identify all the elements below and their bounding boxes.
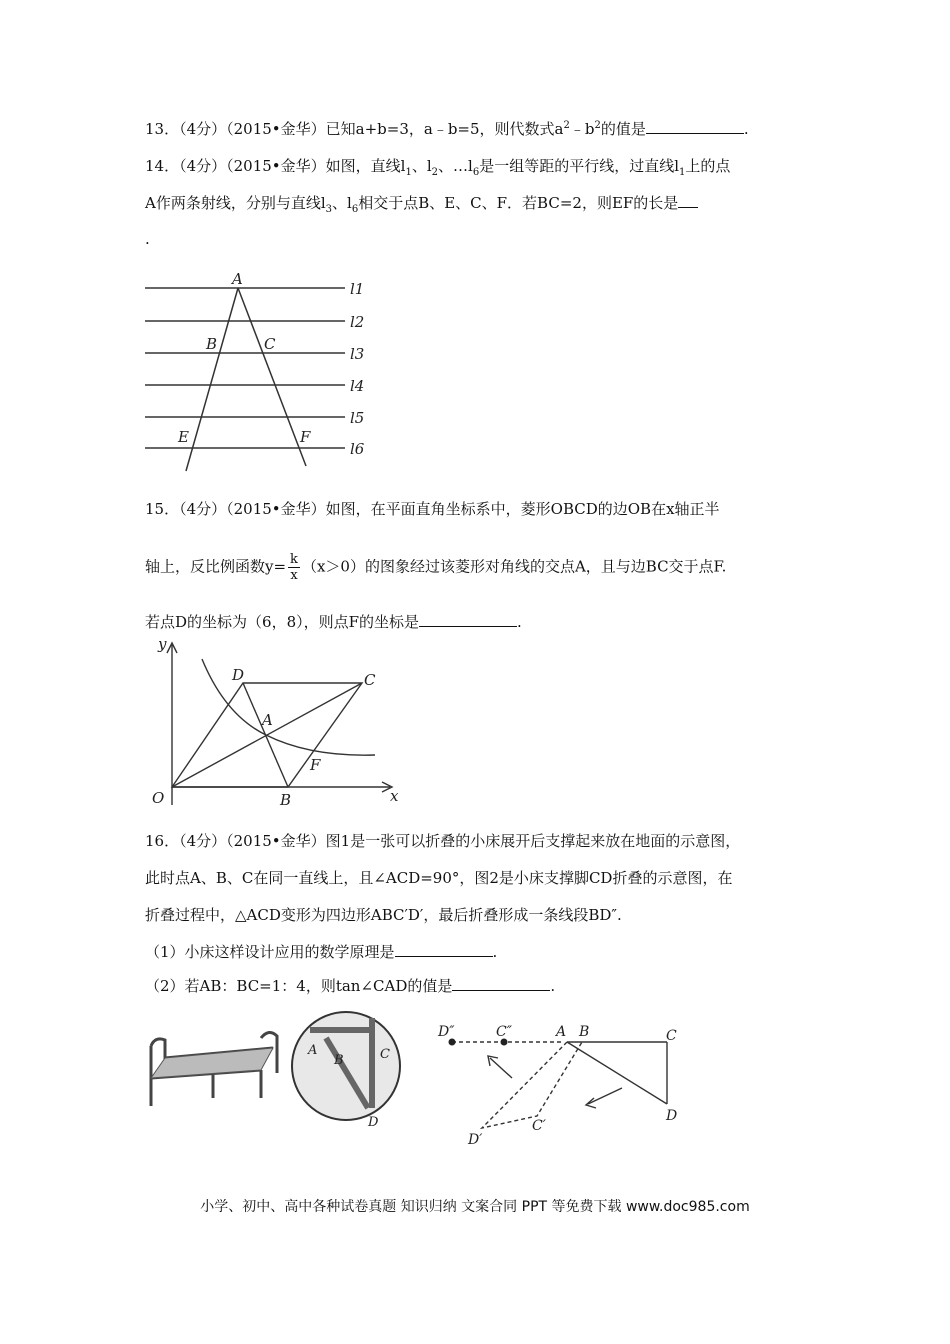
segment-AD [567, 1042, 667, 1104]
label-D2: D″ [438, 1024, 455, 1040]
label-B: B [206, 335, 218, 353]
q14-sub3: 3 [325, 204, 333, 215]
label-l3: l3 [350, 345, 365, 363]
zoom-circle [288, 1008, 408, 1128]
q14-figure [140, 268, 380, 473]
q13-answer-blank[interactable] [646, 118, 744, 134]
label-A: A [232, 270, 243, 288]
q16-line3: 折叠过程中，△ACD变形为四边形ABC′D′，最后折叠形成一条线段BD″. [145, 906, 622, 924]
q13-line [145, 118, 749, 139]
q16-fold-figure [432, 1018, 692, 1153]
q16-sub1 [145, 941, 497, 962]
q13-text: 13．（4分）（2015•金华）已知a+b=3，a﹣b=5，则代数式a [145, 120, 564, 138]
q15-line3 [145, 611, 522, 632]
q15-t2: （x＞0）的图象经过该菱形对角线的交点A，且与边BC交于点F. [301, 557, 727, 576]
q13-mid: ﹣b [569, 120, 595, 138]
q15-line2 [145, 552, 726, 583]
q16-line1: 16．（4分）（2015•金华）图1是一张可以折叠的小床展开后支撑起来放在地面的示意图， [145, 832, 741, 850]
q14-sep2: 、…l [438, 157, 473, 175]
q13-end: . [743, 120, 749, 138]
q16-line2: 此时点A、B、C在同一直线上，且∠ACD=90°，图2是小床支撑脚CD折叠的示意图，在 [145, 869, 733, 887]
dashed-quadrilateral [482, 1042, 582, 1128]
q13-sup-a: 2 [563, 120, 570, 131]
label-Dp: D′ [468, 1132, 483, 1148]
q15-figure [140, 635, 410, 815]
hyperbola-curve [202, 659, 375, 755]
q15-t3: 若点D的坐标为（6，8），则点F的坐标是 [145, 613, 420, 631]
q13-sup-b: 2 [594, 120, 601, 131]
label-x: x [390, 787, 399, 805]
label-C: C [380, 1047, 390, 1062]
q15-fraction [288, 552, 300, 583]
q14-t3: 上的点 [685, 157, 731, 175]
q16-sub1-answer-blank[interactable] [395, 941, 493, 957]
q15-t1: 轴上，反比例函数y= [145, 557, 287, 576]
q14-t2: 是一组等距的平行线，过直线l [479, 157, 680, 175]
label-l6: l6 [350, 440, 365, 458]
q15-line1: 15．（4分）（2015•金华）如图，在平面直角坐标系中，菱形OBCD的边OB在x轴正半 [145, 500, 720, 518]
arrow-up [490, 1058, 512, 1078]
arrow-down [588, 1088, 622, 1104]
q16-sub1-text: （1）小床这样设计应用的数学原理是 [145, 943, 395, 961]
label-A: A [262, 711, 273, 729]
q14-sep1: 、l [411, 157, 432, 175]
q14-line1 [145, 155, 730, 178]
label-y: y [158, 635, 167, 653]
label-A: A [556, 1024, 567, 1040]
frac-denominator: x [290, 568, 298, 583]
q14-line2 [145, 192, 698, 215]
label-l2: l2 [350, 313, 365, 331]
page-footer: 小学、初中、高中各种试卷真题 知识归纳 文案合同 PPT 等免费下载 www.doc985.com [200, 1199, 750, 1215]
q15-t4: . [517, 613, 522, 631]
label-D: D [232, 666, 245, 684]
label-B: B [579, 1024, 590, 1040]
bed-photo [143, 1018, 283, 1113]
q14-t4: A作两条射线，分别与直线l [145, 194, 326, 212]
q13-post: 的值是 [600, 120, 646, 138]
q16-sub2-answer-blank[interactable] [452, 975, 550, 991]
q14-answer-blank[interactable] [678, 192, 698, 208]
ray-AE [186, 288, 238, 471]
label-C2: C″ [496, 1024, 512, 1040]
q16-sub2-end: . [550, 977, 556, 995]
q14-t6: 相交于点B、E、C、F．若BC=2，则EF的长是 [358, 194, 679, 212]
label-O: O [152, 789, 165, 807]
q14-sub6: 6 [472, 167, 480, 178]
label-D: D [666, 1108, 678, 1124]
label-C: C [666, 1028, 677, 1044]
q14-sub2: 2 [431, 167, 439, 178]
q14-line3: . [145, 230, 150, 248]
label-A: A [308, 1043, 318, 1058]
q14-sub6b: 6 [351, 204, 359, 215]
q16-sub2 [145, 975, 555, 996]
ray-AF [238, 288, 306, 466]
label-B: B [280, 791, 292, 809]
label-Cp: C′ [532, 1118, 546, 1134]
label-F: F [300, 428, 311, 446]
label-C: C [364, 671, 376, 689]
label-l4: l4 [350, 377, 365, 395]
label-l1: l1 [350, 280, 365, 298]
label-C: C [264, 335, 276, 353]
q14-t1: 14．（4分）（2015•金华）如图，直线l [145, 157, 406, 175]
label-B: B [334, 1053, 344, 1068]
label-l5: l5 [350, 409, 365, 427]
q16-sub1-end: . [492, 943, 498, 961]
q14-sub1: 1 [405, 167, 412, 178]
frac-numerator: k [290, 552, 298, 567]
q15-answer-blank[interactable] [419, 611, 517, 627]
label-F: F [310, 756, 321, 774]
q14-sub1b: 1 [679, 167, 686, 178]
label-D: D [368, 1115, 379, 1128]
q16-sub2-text: （2）若AB：BC=1：4，则tan∠CAD的值是 [145, 977, 453, 995]
label-E: E [178, 428, 189, 446]
q14-t5: 、l [332, 194, 352, 212]
